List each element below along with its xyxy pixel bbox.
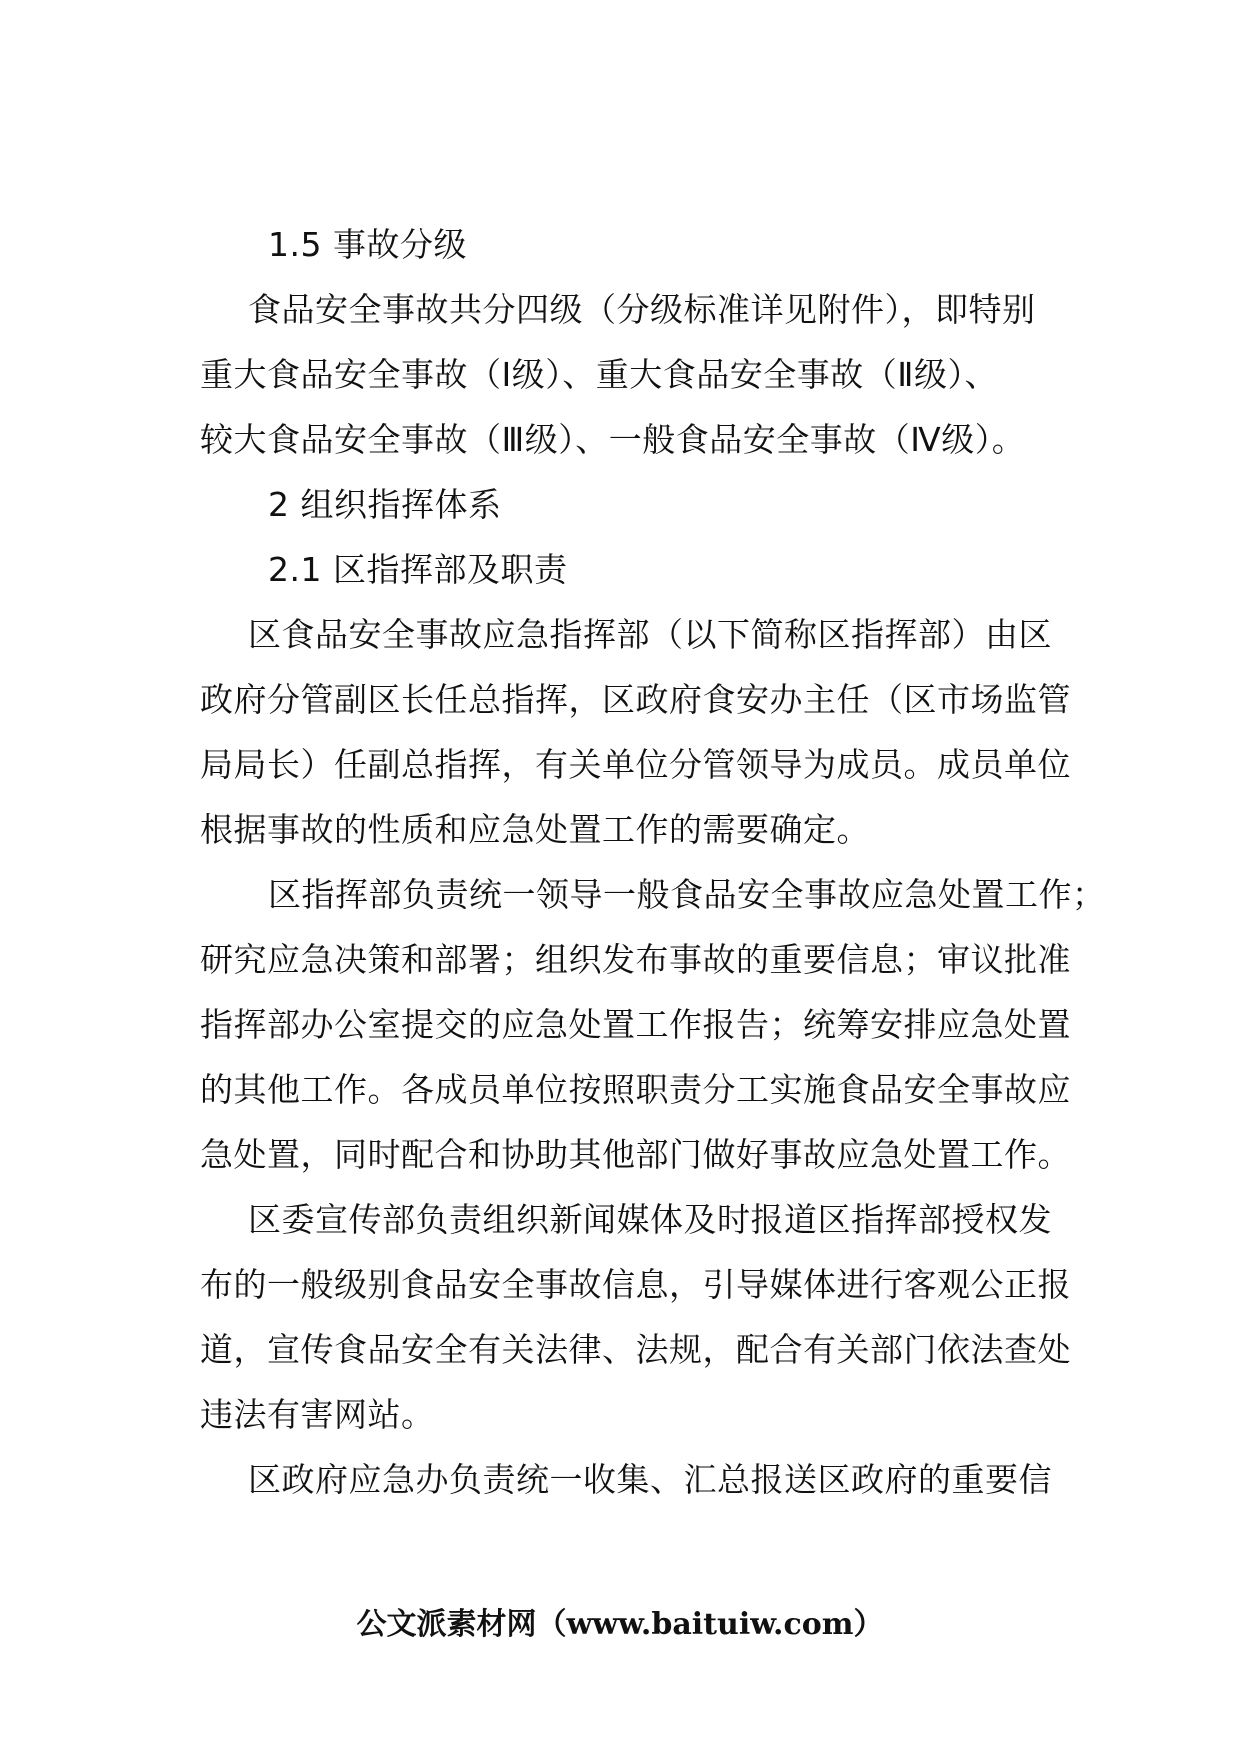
paragraph-line: 根据事故的性质和应急处置工作的需要确定。 bbox=[200, 810, 870, 849]
paragraph-line: 区指挥部负责统一领导一般食品安全事故应急处置工作； bbox=[268, 875, 1106, 914]
paragraph-line: 局局长）任副总指挥，有关单位分管领导为成员。成员单位 bbox=[200, 745, 1071, 784]
section-heading-2: 2 组织指挥体系 bbox=[268, 485, 502, 524]
section-heading-2-1: 2.1 区指挥部及职责 bbox=[268, 550, 568, 589]
paragraph-line: 重大食品安全事故（Ⅰ级）、重大食品安全事故（Ⅱ级）、 bbox=[200, 355, 998, 394]
footer-watermark: 公文派素材网（www.baituiw.com） bbox=[356, 1607, 884, 1642]
paragraph-line: 区委宣传部负责组织新闻媒体及时报道区指挥部授权发 bbox=[248, 1200, 1052, 1239]
paragraph-line: 的其他工作。各成员单位按照职责分工实施食品安全事故应 bbox=[200, 1070, 1071, 1109]
paragraph-line: 指挥部办公室提交的应急处置工作报告；统筹安排应急处置 bbox=[200, 1005, 1071, 1044]
paragraph-line: 研究应急决策和部署；组织发布事故的重要信息；审议批准 bbox=[200, 940, 1071, 979]
paragraph-line: 道，宣传食品安全有关法律、法规，配合有关部门依法查处 bbox=[200, 1330, 1071, 1369]
paragraph-line: 布的一般级别食品安全事故信息，引导媒体进行客观公正报 bbox=[200, 1265, 1071, 1304]
paragraph-line: 区食品安全事故应急指挥部（以下简称区指挥部）由区 bbox=[248, 615, 1052, 654]
section-heading-1-5: 1.5 事故分级 bbox=[268, 225, 467, 264]
paragraph-line: 较大食品安全事故（Ⅲ级）、一般食品安全事故（Ⅳ级）。 bbox=[200, 420, 1026, 459]
paragraph-line: 急处置，同时配合和协助其他部门做好事故应急处置工作。 bbox=[200, 1135, 1071, 1174]
paragraph-line: 违法有害网站。 bbox=[200, 1395, 435, 1434]
paragraph-line: 政府分管副区长任总指挥，区政府食安办主任（区市场监管 bbox=[200, 680, 1071, 719]
paragraph-line: 区政府应急办负责统一收集、汇总报送区政府的重要信 bbox=[248, 1460, 1052, 1499]
paragraph-line: 食品安全事故共分四级（分级标准详见附件），即特别 bbox=[248, 290, 1036, 329]
